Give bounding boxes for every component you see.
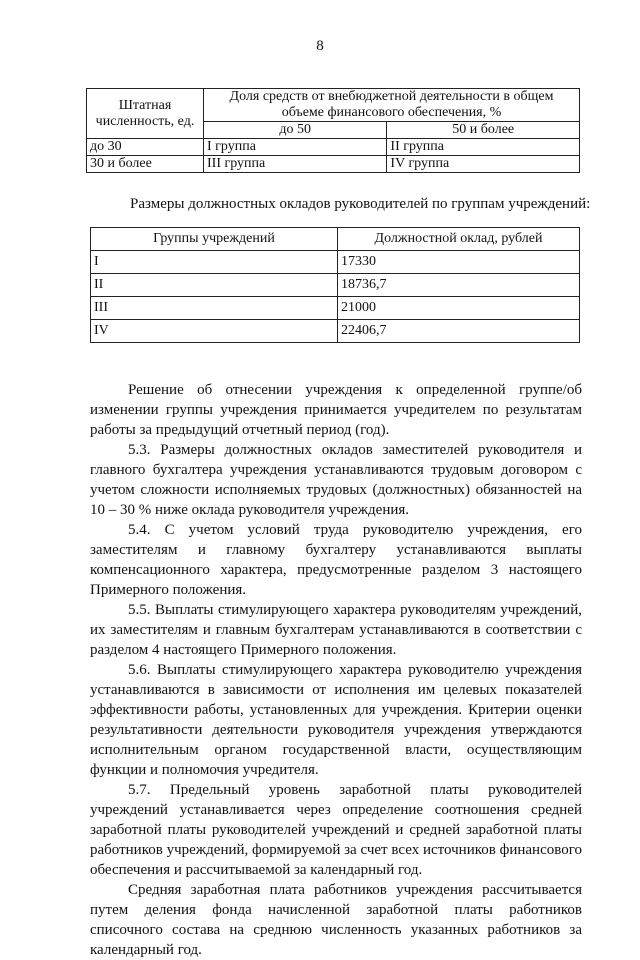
salary-table-caption: Размеры должностных окладов руководителей по группам учреждений: <box>130 196 591 212</box>
cell-group: III <box>91 297 338 320</box>
cell-salary: 17330 <box>338 251 580 274</box>
cell-staff-count: 30 и более <box>87 156 204 173</box>
paragraph: Средняя заработная плата работников учреждения рассчитывается путем деления фонда начисленной заработной платы работников списочного состава на среднюю численность указанных работников за календарный год. <box>90 882 582 958</box>
header-extrabudget-share: Доля средств от внебюджетной деятельности в общем объеме финансового обеспечения, % <box>204 89 580 122</box>
header-salary: Должностной оклад, рублей <box>338 228 580 251</box>
cell-group: II группа <box>387 139 580 156</box>
cell-group: I группа <box>204 139 387 156</box>
paragraph: Решение об отнесении учреждения к определенной группе/об изменении группы учреждения принимается учредителем по результатам работы за предыдущий отчетный период (год). <box>90 382 582 438</box>
table-row <box>91 274 580 297</box>
subheader-50-and-more: 50 и более <box>387 122 580 139</box>
body-text <box>90 380 582 960</box>
group-criteria-table <box>86 88 580 173</box>
cell-salary: 18736,7 <box>338 274 580 297</box>
table-header-row <box>91 228 580 251</box>
table-row <box>91 251 580 274</box>
cell-group: IV группа <box>387 156 580 173</box>
cell-group: III группа <box>204 156 387 173</box>
table-header-row <box>87 89 580 122</box>
paragraph-5-6: 5.6. Выплаты стимулирующего характера руководителю учреждения устанавливаются в зависимости от исполнения им целевых показателей эффективности работы, установленных для учреждения. Критерии оценки результативности деятельности руководителя учреждения утверждаются исполнительным органом государственной власти, осуществляющим функции и полномочия учредителя. <box>90 662 582 778</box>
paragraph-5-3: 5.3. Размеры должностных окладов заместителей руководителя и главного бухгалтера учреждения устанавливаются трудовым договором с учетом сложности исполняемых трудовых (должностных) обязанностей на 10 – 30 % ниже оклада руководителя учреждения. <box>90 442 582 518</box>
cell-group: II <box>91 274 338 297</box>
paragraph-5-5: 5.5. Выплаты стимулирующего характера руководителям учреждений, их заместителям и главным бухгалтерам устанавливаются в соответствии с разделом 4 настоящего Примерного положения. <box>90 602 582 658</box>
header-staff-count: Штатная численность, ед. <box>87 89 204 139</box>
cell-group: I <box>91 251 338 274</box>
table-row <box>91 297 580 320</box>
table-row <box>87 156 580 173</box>
salary-table <box>90 227 580 343</box>
cell-staff-count: до 30 <box>87 139 204 156</box>
cell-salary: 21000 <box>338 297 580 320</box>
paragraph-5-4: 5.4. С учетом условий труда руководителю учреждения, его заместителям и главному бухгалтеру устанавливаются выплаты компенсационного характера, предусмотренные разделом 3 настоящего Примерного положения. <box>90 522 582 598</box>
subheader-under-50: до 50 <box>204 122 387 139</box>
table-row <box>91 320 580 343</box>
cell-salary: 22406,7 <box>338 320 580 343</box>
paragraph-5-7: 5.7. Предельный уровень заработной платы руководителей учреждений устанавливается через определение соотношения средней заработной платы руководителей учреждений и средней заработной платы работников учреждений, формируемой за счет всех источников финансового обеспечения и рассчитываемой за календарный год. <box>90 782 582 878</box>
header-groups: Группы учреждений <box>91 228 338 251</box>
cell-group: IV <box>91 320 338 343</box>
page-number: 8 <box>316 38 324 54</box>
table-row <box>87 139 580 156</box>
